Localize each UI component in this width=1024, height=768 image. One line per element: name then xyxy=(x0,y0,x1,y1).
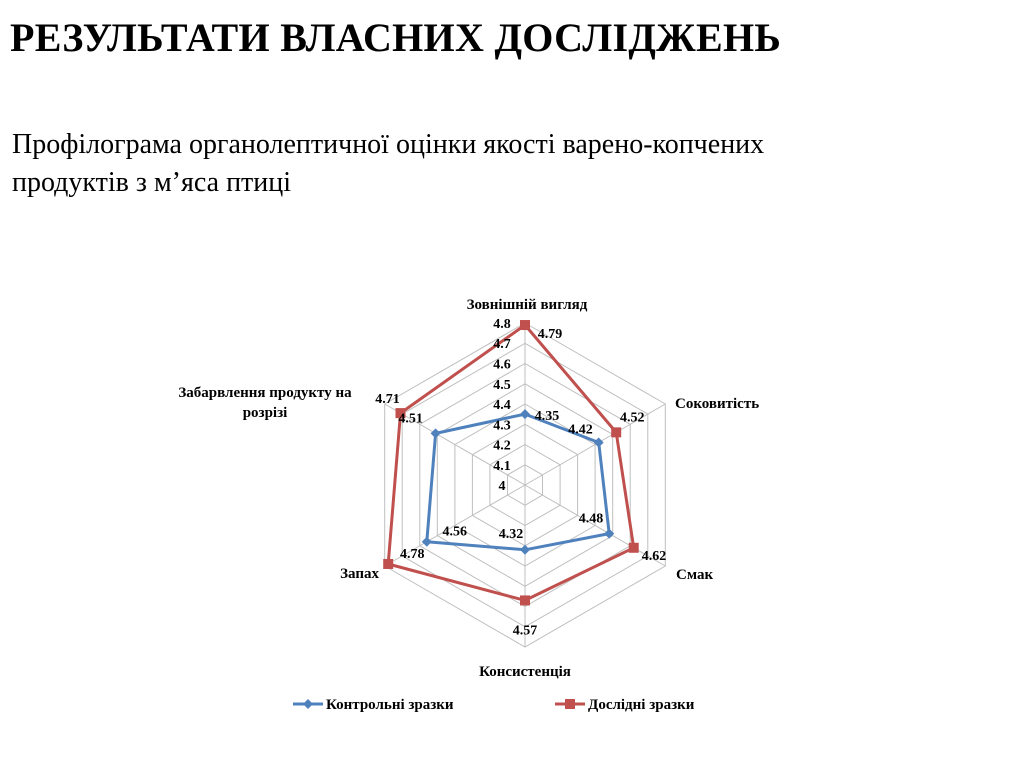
data-label: 4.62 xyxy=(641,548,667,564)
data-point xyxy=(422,537,432,547)
radar-series xyxy=(383,320,639,605)
data-point xyxy=(431,428,441,438)
data-point xyxy=(520,320,530,330)
tick-label: 4 xyxy=(498,479,506,494)
tick-label: 4.5 xyxy=(493,377,511,393)
legend-marker-experimental xyxy=(565,699,575,709)
data-point xyxy=(520,595,530,605)
tick-label: 4.1 xyxy=(493,458,511,474)
legend-marker-control xyxy=(303,699,313,709)
tick-label: 4.6 xyxy=(493,357,511,373)
data-label: 4.79 xyxy=(537,327,563,342)
data-label: 4.56 xyxy=(442,524,468,540)
data-label: 4.42 xyxy=(568,422,593,438)
axis-label-line: розрізі xyxy=(242,405,288,421)
axis-label-consistency: Консистенція xyxy=(479,664,571,680)
data-label: 4.52 xyxy=(619,410,645,426)
tick-label: 4.3 xyxy=(493,418,511,434)
legend-label-control: Контрольні зразки xyxy=(326,697,454,713)
data-label: 4.71 xyxy=(375,392,400,408)
axis-label-line: Забарвлення продукту на xyxy=(178,385,352,401)
tick-label: 4.4 xyxy=(493,398,511,413)
axis-label-appearance: Зовнішній вигляд xyxy=(466,297,588,313)
data-point xyxy=(383,559,393,569)
data-point xyxy=(520,545,530,555)
radar-labels xyxy=(178,297,759,680)
chart-legend xyxy=(293,697,695,713)
data-label: 4.78 xyxy=(399,547,425,562)
axis-label-juiciness: Соковитість xyxy=(675,396,760,412)
tick-label: 4.2 xyxy=(493,438,511,454)
tick-label: 4.8 xyxy=(493,317,511,332)
data-label: 4.48 xyxy=(578,511,604,527)
data-point xyxy=(611,427,621,437)
data-label: 4.51 xyxy=(398,411,423,427)
data-label: 4.35 xyxy=(534,409,560,425)
slide-title: РЕЗУЛЬТАТИ ВЛАСНИХ ДОСЛІДЖЕНЬ xyxy=(10,15,782,60)
axis-label-taste: Смак xyxy=(676,567,714,583)
subtitle-line-1: Профілограма органолептичної оцінки якості варено-копчених xyxy=(12,129,765,160)
subtitle-line-2: продуктів з м’яса птиці xyxy=(12,167,292,198)
legend-label-experimental: Дослідні зразки xyxy=(588,697,695,713)
axis-label-color-on-cut xyxy=(178,385,352,421)
data-point xyxy=(629,543,639,553)
data-point xyxy=(520,409,530,419)
tick-label: 4.7 xyxy=(493,337,511,353)
series-line-experimental xyxy=(388,325,634,600)
data-label: 4.57 xyxy=(512,623,538,639)
data-label: 4.32 xyxy=(498,526,524,542)
axis-label-smell: Запах xyxy=(340,566,379,582)
